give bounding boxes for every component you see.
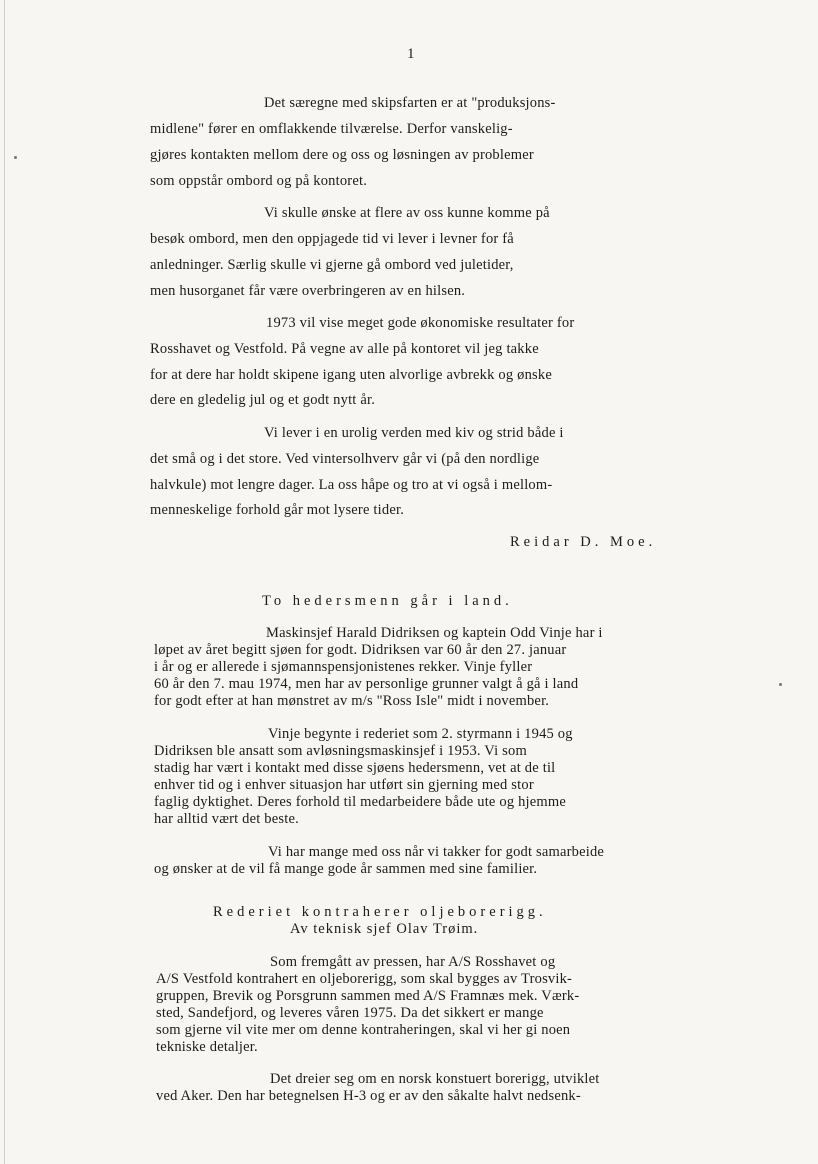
text-line: 60 år den 7. mau 1974, men har av personlige grunner valgt å gå i land [154,676,579,692]
text-line: dere en gledelig jul og et godt nytt år. [150,392,376,408]
text-line: Vinje begynte i rederiet som 2. styrmann i 1945 og [268,726,573,742]
text-line: men husorganet får være overbringeren av en hilsen. [150,283,466,299]
text-line: har alltid vært det beste. [154,811,299,827]
signature: Reidar D. Moe. [510,534,657,550]
text-line: som oppstår ombord og på kontoret. [150,173,368,189]
text-line: enhver tid og i enhver situasjon har utført sin gjerning med stor [154,777,534,793]
text-line: og ønsker at de vil få mange gode år sammen med sine familier. [154,861,538,877]
text-line: faglig dyktighet. Deres forhold til medarbeidere både ute og hjemme [154,794,567,810]
text-line: løpet av året begitt sjøen for godt. Didriksen var 60 år den 27. januar [154,642,567,658]
text-line: menneskelige forhold går mot lysere tider. [150,502,405,518]
scan-mark [14,156,17,159]
text-line: i år og er allerede i sjømannspensjonistenes rekker. Vinje fyller [154,659,533,675]
honor-heading: To hedersmenn går i land. [262,593,513,609]
text-line: gjøres kontakten mellom dere og oss og løsningen av problemer [150,147,534,163]
text-line: Det dreier seg om en norsk konstuert borerigg, utviklet [270,1071,600,1087]
text-line: Som fremgått av pressen, har A/S Rosshavet og [270,954,556,970]
text-line: ved Aker. Den har betegnelsen H-3 og er av den såkalte halvt nedsenk- [156,1088,581,1104]
text-line: stadig har vært i kontakt med disse sjøens hedersmenn, vet at de til [154,760,556,776]
text-line: 1973 vil vise meget gode økonomiske resultater for [266,315,575,331]
text-line: anledninger. Særlig skulle vi gjerne gå ombord ved juletider, [150,257,514,273]
text-line: Rosshavet og Vestfold. På vegne av alle på kontoret vil jeg takke [150,341,539,357]
text-line: Vi skulle ønske at flere av oss kunne komme på [264,205,550,221]
rig-byline: Av teknisk sjef Olav Trøim. [290,921,479,937]
text-line: Maskinsjef Harald Didriksen og kaptein Odd Vinje har i [266,625,603,641]
text-line: tekniske detaljer. [156,1039,258,1055]
rig-heading: Rederiet kontraherer oljeborerigg. [213,904,547,920]
text-line: A/S Vestfold kontrahert en oljeborerigg, som skal bygges av Trosvik- [156,971,573,987]
text-line: midlene" fører en omflakkende tilværelse. Derfor vanskelig- [150,121,513,137]
text-line: Didriksen ble ansatt som avløsningsmaskinsjef i 1953. Vi som [154,743,527,759]
text-line: Vi har mange med oss når vi takker for godt samarbeide [268,844,605,860]
text-line: gruppen, Brevik og Porsgrunn sammen med A/S Framnæs mek. Værk- [156,988,580,1004]
text-line: Vi lever i en urolig verden med kiv og strid både i [264,425,564,441]
text-line: Det særegne med skipsfarten er at "produksjons- [264,95,556,111]
text-line: for at dere har holdt skipene igang uten alvorlige avbrekk og ønske [150,367,552,383]
page-number: 1 [407,46,415,62]
text-line: det små og i det store. Ved vintersolhverv går vi (på den nordlige [150,451,540,467]
text-line: som gjerne vil vite mer om denne kontraheringen, skal vi her gi noen [156,1022,571,1038]
text-line: halvkule) mot lengre dager. La oss håpe og tro at vi også i mellom- [150,477,553,493]
scan-mark [779,683,782,686]
page-edge-rule [4,0,5,1164]
text-line: besøk ombord, men den oppjagede tid vi lever i levner for få [150,231,514,247]
text-line: sted, Sandefjord, og leveres våren 1975. Da det sikkert er mange [156,1005,544,1021]
text-line: for godt efter at han mønstret av m/s "Ross Isle" midt i november. [154,693,550,709]
